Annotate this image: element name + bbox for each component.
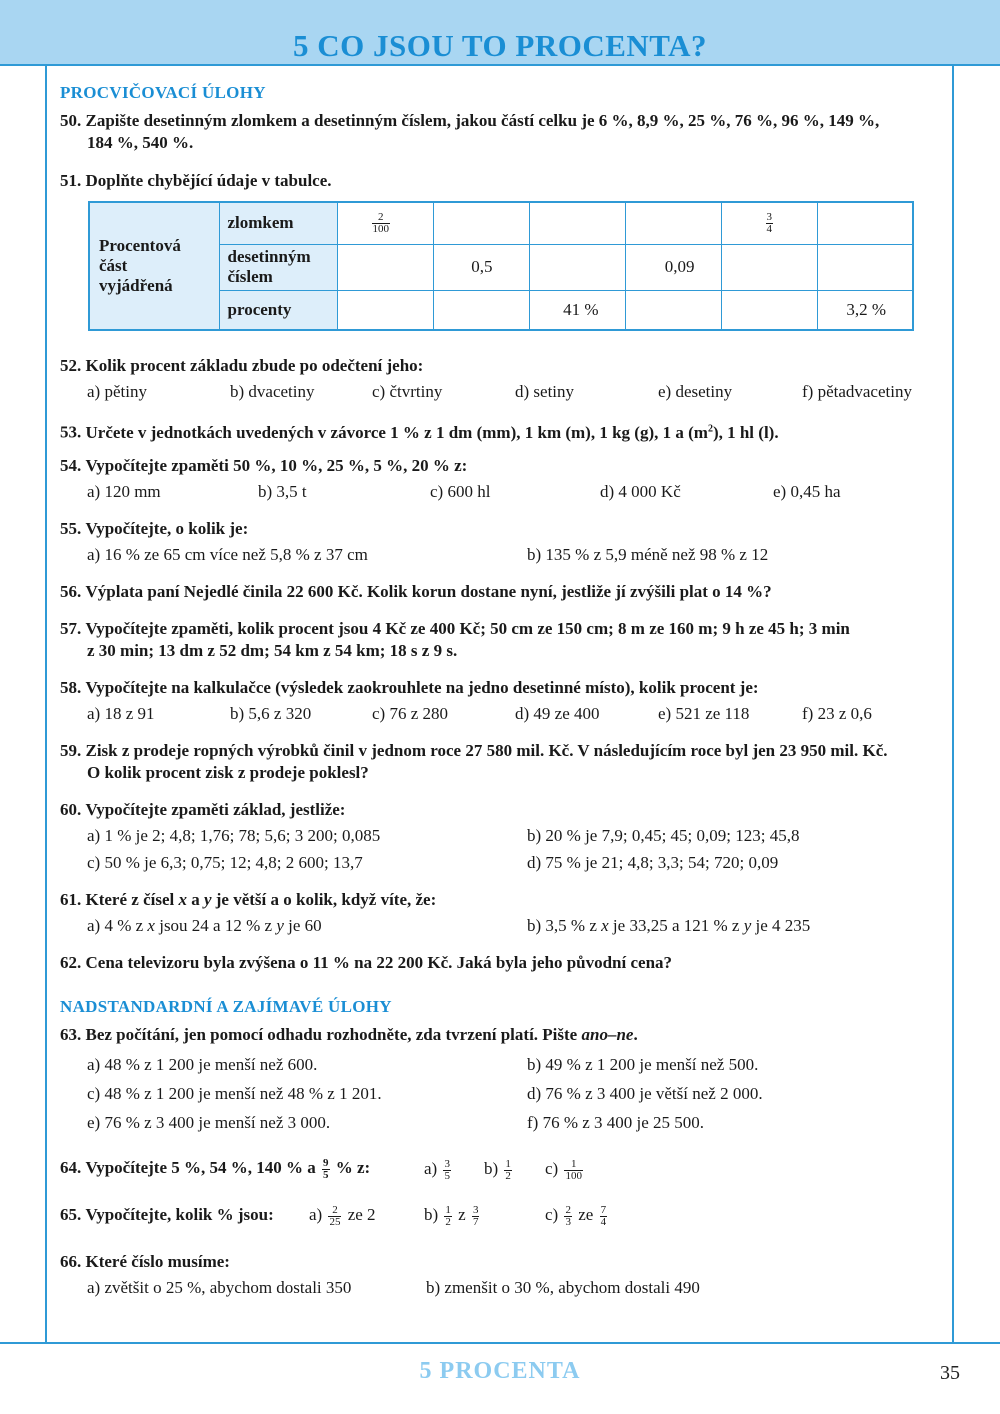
answer-item: a) 16 % ze 65 cm více než 5,8 % z 37 cm xyxy=(87,545,368,564)
cell-fraction xyxy=(721,202,817,244)
fraction xyxy=(564,1159,583,1182)
exercise-57 xyxy=(60,618,945,640)
exercise-56 xyxy=(60,581,945,603)
answer-item xyxy=(309,1202,376,1228)
text-part: Vypočítejte 5 %, 54 %, 140 % a xyxy=(85,1158,321,1177)
text-part: Bez počítání, jen pomocí odhadu rozhodněte, zda tvrzení platí. Pište xyxy=(85,1025,582,1044)
exercise-59 xyxy=(60,740,945,762)
row-header-line: desetinným xyxy=(227,247,311,266)
cell-decimal: 0,09 xyxy=(625,244,721,290)
cell-empty xyxy=(721,290,817,330)
denominator: 2 xyxy=(505,1169,511,1182)
variable-x: x xyxy=(147,916,155,935)
exercise-61 xyxy=(60,889,945,911)
answer-letter: c) xyxy=(545,1159,559,1178)
exercise-58 xyxy=(60,677,945,699)
row-group-label-line: část xyxy=(99,256,128,275)
exercise-50-cont: 184 %, 540 %. xyxy=(87,133,194,152)
answer-item: f) 76 % z 3 400 je 25 500. xyxy=(527,1113,705,1132)
exercise-number: 60. xyxy=(60,800,82,819)
exercise-text: Vypočítejte zpaměti, kolik procent jsou 4 Kč ze 400 Kč; 50 cm ze 150 cm; 8 m ze 160 m; 9 h ze 45 h; 3 min xyxy=(85,619,850,638)
exercise-number: 57. xyxy=(60,619,82,638)
section-title-practice: PROCVIČOVACÍ ÚLOHY xyxy=(60,83,266,102)
row-header-fraction: zlomkem xyxy=(219,202,337,244)
exercise-text xyxy=(86,1025,638,1044)
text-part: je větší a o kolik, když víte, že: xyxy=(211,890,437,909)
answer-letter: b) xyxy=(424,1205,439,1224)
exercise-text: Vypočítejte na kalkulačce (výsledek zaokrouhlete na jedno desetinné místo), kolik procent je: xyxy=(85,678,759,697)
exercise-number: 63. xyxy=(60,1025,82,1044)
exercise-number: 58. xyxy=(60,678,82,697)
row-group-label-line: vyjádřená xyxy=(99,276,173,295)
answer-item: b) zmenšit o 30 %, abychom dostali 490 xyxy=(426,1278,700,1297)
exercise-number: 50. xyxy=(60,111,82,130)
text-part: je 33,25 a 121 % z xyxy=(608,916,744,935)
numerator: 2 xyxy=(328,1205,341,1217)
exercise-text: Cena televizoru byla zvýšena o 11 % na 22 200 Kč. Jaká byla jeho původní cena? xyxy=(85,953,673,972)
answer-item: f) pětadvacetiny xyxy=(802,382,912,401)
exercise-text: Doplňte chybějící údaje v tabulce. xyxy=(85,171,332,190)
answer-letter: c) xyxy=(545,1205,559,1224)
answer-item xyxy=(87,915,322,937)
exercise-number: 59. xyxy=(60,741,82,760)
fraction xyxy=(766,212,774,235)
denominator: 5 xyxy=(444,1169,450,1182)
answer-item: e) 76 % z 3 400 je menší než 3 000. xyxy=(87,1113,331,1132)
answer-item: a) pětiny xyxy=(87,382,147,401)
text-part: je 60 xyxy=(283,916,322,935)
fraction xyxy=(504,1159,512,1182)
exercise-number: 52. xyxy=(60,356,82,375)
cell-percent: 3,2 % xyxy=(817,290,913,330)
numerator: 3 xyxy=(444,1157,450,1170)
section-title-advanced: NADSTANDARDNÍ A ZAJÍMAVÉ ÚLOHY xyxy=(60,997,392,1016)
answer-item: d) setiny xyxy=(515,382,575,401)
row-header-decimal xyxy=(219,244,337,290)
cell-empty xyxy=(529,244,625,290)
exercise-63 xyxy=(60,1024,945,1046)
fraction xyxy=(600,1205,608,1228)
text-part: je 4 235 xyxy=(751,916,811,935)
answer-item: a) 120 mm xyxy=(87,482,161,501)
answer-item: b) 49 % z 1 200 je menší než 500. xyxy=(527,1055,759,1074)
answer-item xyxy=(424,1202,481,1228)
cell-empty xyxy=(433,202,529,244)
exercise-number: 56. xyxy=(60,582,82,601)
emphasis: ano–ne xyxy=(581,1025,634,1044)
denominator: 2 xyxy=(445,1215,451,1228)
variable-y: y xyxy=(276,916,284,935)
cell-fraction xyxy=(337,202,433,244)
exercise-text xyxy=(86,423,779,442)
answer-item: b) 20 % je 7,9; 0,45; 45; 0,09; 123; 45,8 xyxy=(527,826,800,845)
answer-letter: a) xyxy=(424,1159,438,1178)
answer-item: a) 48 % z 1 200 je menší než 600. xyxy=(87,1055,318,1074)
answer-item: d) 4 000 Kč xyxy=(600,482,681,501)
numerator: 1 xyxy=(445,1203,451,1216)
variable-x: x xyxy=(178,890,187,909)
text-part: Určete v jednotkách uvedených v závorce 1 % z 1 dm (mm), 1 km (m), 1 kg (g), 1 a (m xyxy=(85,422,708,442)
exercise-number: 53. xyxy=(60,422,82,442)
exercise-text xyxy=(86,890,437,909)
variable-x: x xyxy=(601,916,609,935)
answer-item xyxy=(527,915,810,937)
answer-item: c) 50 % je 6,3; 0,75; 12; 4,8; 2 600; 13,7 xyxy=(87,853,363,872)
answer-item: b) 5,6 z 320 xyxy=(230,704,312,723)
answer-letter: b) xyxy=(484,1159,499,1178)
text-part: z xyxy=(458,1205,466,1224)
numerator: 3 xyxy=(472,1203,479,1216)
text-part: Které z čísel xyxy=(85,890,179,909)
exercise-text: Které číslo musíme: xyxy=(85,1252,230,1271)
row-header-percent: procenty xyxy=(219,290,337,330)
right-border xyxy=(952,66,954,1343)
exercise-text: Vypočítejte zpaměti 50 %, 10 %, 25 %, 5 %, 20 % z: xyxy=(85,456,468,475)
answer-item: d) 49 ze 400 xyxy=(515,704,600,723)
left-border xyxy=(45,66,47,1343)
fraction xyxy=(444,1205,452,1228)
row-group-label xyxy=(89,202,219,330)
exercise-51 xyxy=(60,170,945,192)
exercise-text: Kolik procent základu zbude po odečtení jeho: xyxy=(85,356,424,375)
text-part: a) 4 % z xyxy=(87,916,148,935)
exercise-52 xyxy=(60,355,945,377)
answer-item: c) 48 % z 1 200 je menší než 48 % z 1 201. xyxy=(87,1084,382,1103)
answer-letter: a) xyxy=(309,1205,323,1224)
exercise-65 xyxy=(60,1202,945,1228)
exercise-62 xyxy=(60,952,945,974)
denominator: 4 xyxy=(766,222,772,235)
cell-decimal: 0,5 xyxy=(433,244,529,290)
numerator: 3 xyxy=(766,210,772,223)
numerator: 2 xyxy=(372,212,391,224)
exercise-55 xyxy=(60,518,945,540)
answer-item: d) 76 % z 3 400 je větší než 2 000. xyxy=(527,1084,763,1103)
cell-empty xyxy=(625,202,721,244)
text-part: jsou 24 a 12 % z xyxy=(154,916,277,935)
exercise-number: 65. xyxy=(60,1205,82,1224)
exercise-number: 61. xyxy=(60,890,82,909)
answer-item xyxy=(545,1156,585,1182)
chapter-header xyxy=(0,0,1000,66)
fraction xyxy=(328,1205,341,1228)
text-part: ), 1 hl (l). xyxy=(712,422,779,442)
denominator: 100 xyxy=(565,1169,582,1182)
exercise-54 xyxy=(60,455,945,477)
row-header-line: číslem xyxy=(227,267,273,286)
exercise-50 xyxy=(60,110,945,132)
text-part: a xyxy=(186,890,204,909)
denominator: 5 xyxy=(323,1168,329,1181)
cell-empty xyxy=(337,244,433,290)
numerator: 7 xyxy=(600,1203,607,1216)
cell-empty xyxy=(433,290,529,330)
variable-y: y xyxy=(743,916,752,935)
numerator: 2 xyxy=(565,1203,571,1216)
variable-y: y xyxy=(203,890,212,909)
denominator: 25 xyxy=(329,1215,341,1228)
text-part: b) 3,5 % z xyxy=(527,916,602,935)
exercise-text: Výplata paní Nejedlé činila 22 600 Kč. Kolik korun dostane nyní, jestliže jí zvýšili plat o 14 %? xyxy=(85,582,772,601)
exercise-number: 54. xyxy=(60,456,82,475)
exercise-number: 55. xyxy=(60,519,82,538)
text-part: % z: xyxy=(331,1158,371,1177)
text-part: ze 2 xyxy=(347,1205,376,1224)
text-part: . xyxy=(633,1025,638,1044)
row-group-label-line: Procentová xyxy=(99,236,181,255)
denominator: 3 xyxy=(565,1215,571,1228)
exercise-text xyxy=(85,1156,371,1181)
exercise-text: Vypočítejte, kolik % jsou: xyxy=(85,1205,274,1224)
answer-item: b) 3,5 t xyxy=(258,482,307,501)
exercise-text: Zapište desetinným zlomkem a desetinným číslem, jakou částí celku je 6 %, 8,9 %, 25 %, 76 %, 96 %, 149 %, xyxy=(85,111,880,130)
exercise-number: 66. xyxy=(60,1252,82,1271)
cell-empty xyxy=(529,202,625,244)
page-number: 35 xyxy=(940,1362,960,1384)
denominator: 100 xyxy=(372,222,389,235)
answer-item: b) dvacetiny xyxy=(230,382,315,401)
footer-chapter-title: 5 PROCENTA xyxy=(419,1358,581,1384)
exercise-60 xyxy=(60,799,945,821)
cell-empty xyxy=(817,202,913,244)
footer-rule xyxy=(0,1342,1000,1344)
answer-item: c) 76 z 280 xyxy=(372,704,449,723)
answer-item xyxy=(424,1156,453,1182)
denominator: 4 xyxy=(600,1215,607,1228)
answer-item: b) 135 % z 5,9 méně než 98 % z 12 xyxy=(527,545,769,564)
answer-item: e) desetiny xyxy=(658,382,733,401)
answer-item: f) 23 z 0,6 xyxy=(802,704,872,723)
exercise-text: Zisk z prodeje ropných výrobků činil v jednom roce 27 580 mil. Kč. V následujícím roce byl jen 23 950 mil. Kč. xyxy=(85,741,888,760)
exercise-53 xyxy=(60,418,945,444)
denominator: 7 xyxy=(472,1215,479,1228)
cell-empty xyxy=(817,244,913,290)
cell-empty xyxy=(337,290,433,330)
exercise-number: 51. xyxy=(60,171,82,190)
exercise-57-cont: z 30 min; 13 dm z 52 dm; 54 km z 54 km; 18 s z 9 s. xyxy=(87,641,458,660)
fraction xyxy=(322,1158,330,1181)
answer-item: d) 75 % je 21; 4,8; 3,3; 54; 720; 0,09 xyxy=(527,853,779,872)
fraction xyxy=(443,1159,451,1182)
exercise-66 xyxy=(60,1251,945,1273)
numerator: 1 xyxy=(564,1159,583,1171)
answer-item: a) zvětšit o 25 %, abychom dostali 350 xyxy=(87,1278,352,1297)
fraction xyxy=(472,1205,480,1228)
exercise-number: 64. xyxy=(60,1158,82,1177)
fraction xyxy=(372,212,391,235)
answer-item xyxy=(484,1156,514,1182)
superscript: 2 xyxy=(707,423,713,434)
fraction xyxy=(564,1205,572,1228)
answer-item: e) 521 ze 118 xyxy=(658,704,750,723)
cell-empty xyxy=(625,290,721,330)
answer-item: c) čtvrtiny xyxy=(372,382,443,401)
exercise-59-cont: O kolik procent zisk z prodeje poklesl? xyxy=(87,763,369,782)
cell-empty xyxy=(721,244,817,290)
text-part: ze xyxy=(578,1205,594,1224)
exercise-text: Vypočítejte zpaměti základ, jestliže: xyxy=(85,800,346,819)
answer-item: e) 0,45 ha xyxy=(773,482,841,501)
cell-percent: 41 % xyxy=(529,290,625,330)
exercise-number: 62. xyxy=(60,953,82,972)
percent-table xyxy=(88,201,914,331)
answer-item xyxy=(545,1202,609,1228)
exercise-text: Vypočítejte, o kolik je: xyxy=(85,519,249,538)
answer-item: a) 1 % je 2; 4,8; 1,76; 78; 5,6; 3 200; 0,085 xyxy=(87,826,381,845)
chapter-title: 5 CO JSOU TO PROCENTA? xyxy=(292,28,708,63)
numerator: 9 xyxy=(323,1156,329,1169)
answer-item: a) 18 z 91 xyxy=(87,704,155,723)
answer-item: c) 600 hl xyxy=(430,482,491,501)
numerator: 1 xyxy=(505,1157,511,1170)
